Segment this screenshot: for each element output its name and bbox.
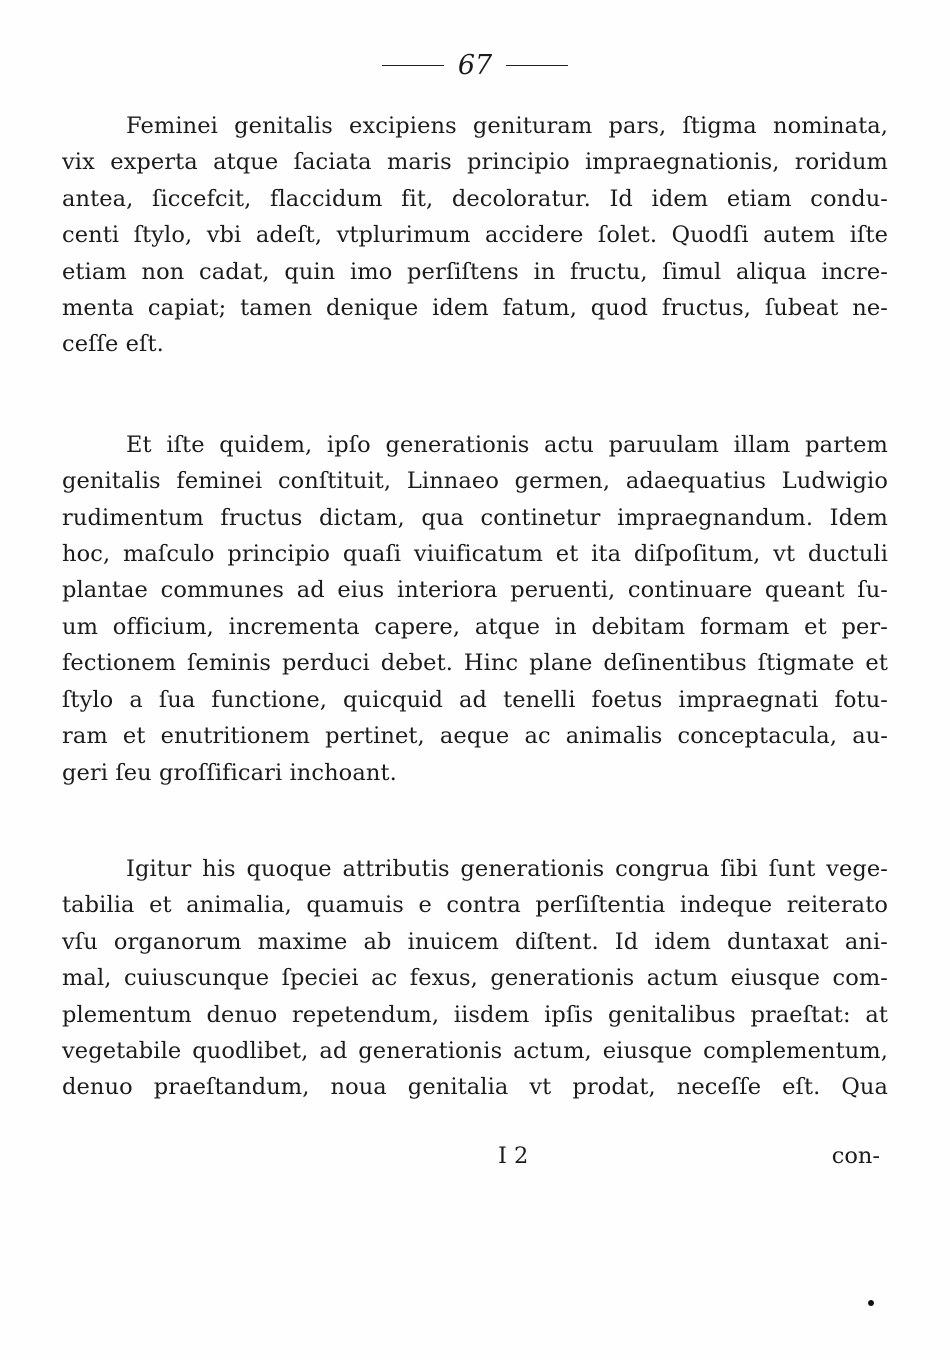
text-line: vſu organorum maxime ab inuicem diſtent. Id idem duntaxat ani- <box>62 928 888 955</box>
text-line: rudimentum fructus dictam, qua continetur impraegnandum. Idem <box>62 504 888 531</box>
page-number: 67 <box>457 50 493 81</box>
page-body <box>62 108 888 1106</box>
text-line: menta capiat; tamen denique idem fatum, quod fructus, ſubeat ne- <box>62 295 888 322</box>
text-line: geri ſeu groſſificari inchoant. <box>62 759 397 786</box>
paragraph-3 <box>62 851 888 1106</box>
paragraph-1 <box>62 108 888 363</box>
text-line: Et iſte quidem, ipſo generationis actu paruulam illam partem <box>126 431 888 458</box>
text-line: mal, cuiuscunque ſpeciei ac fexus, generationis actum eiusque com- <box>62 965 888 992</box>
text-line: etiam non cadat, quin imo perſiſtens in fructu, ſimul aliqua incre- <box>62 258 888 285</box>
text-line: vix experta atque ſaciata maris principio impraegnationis, roridum <box>62 149 888 176</box>
text-line: denuo praeſtandum, noua genitalia vt prodat, neceſſe eſt. Qua <box>62 1074 888 1101</box>
text-line: ram et enutritionem pertinet, aeque ac animalis conceptacula, au- <box>62 723 888 750</box>
header-rule-left <box>382 65 444 66</box>
signature-mark: I 2 <box>498 1143 529 1169</box>
catchword: con- <box>831 1143 880 1169</box>
page-header <box>0 52 950 79</box>
text-line: hoc, maſculo principio quaſi viuificatum et ita diſpoſitum, vt ductuli <box>62 541 888 568</box>
header-rule-right <box>506 65 568 66</box>
text-line: Igitur his quoque attributis generationis congrua ſibi ſunt vege- <box>126 855 888 882</box>
text-line: ceſſe eſt. <box>62 331 164 358</box>
text-line: centi ſtylo, vbi adeſt, vtplurimum accidere ſolet. Quodſi autem iſte <box>62 222 888 249</box>
text-line: antea, ſiccefcit, flaccidum fit, decoloratur. Id idem etiam condu- <box>62 185 888 212</box>
text-line: fectionem ſeminis perduci debet. Hinc plane deſinentibus ſtigmate et <box>62 650 888 677</box>
text-line: um officium, incrementa capere, atque in debitam formam et per- <box>62 613 888 640</box>
text-line: genitalis feminei conſtituit, Linnaeo germen, adaequatius Ludwigio <box>62 468 888 495</box>
ink-speck <box>868 1300 874 1306</box>
text-line: Feminei genitalis excipiens genituram pars, ſtigma nominata, <box>126 113 888 139</box>
text-line: vegetabile quodlibet, ad generationis actum, eiusque complementum, <box>62 1037 888 1064</box>
text-line: tabilia et animalia, quamuis e contra perſiſtentia indeque reiterato <box>62 892 888 919</box>
text-line: plantae communes ad eius interiora peruenti, continuare queant ſu- <box>62 577 888 604</box>
paragraph-2 <box>62 427 888 791</box>
text-line: plementum denuo repetendum, iisdem ipſis genitalibus praeſtat: at <box>62 1001 888 1028</box>
text-line: ſtylo a ſua functione, quicquid ad tenelli foetus impraegnati fotu- <box>62 686 888 713</box>
